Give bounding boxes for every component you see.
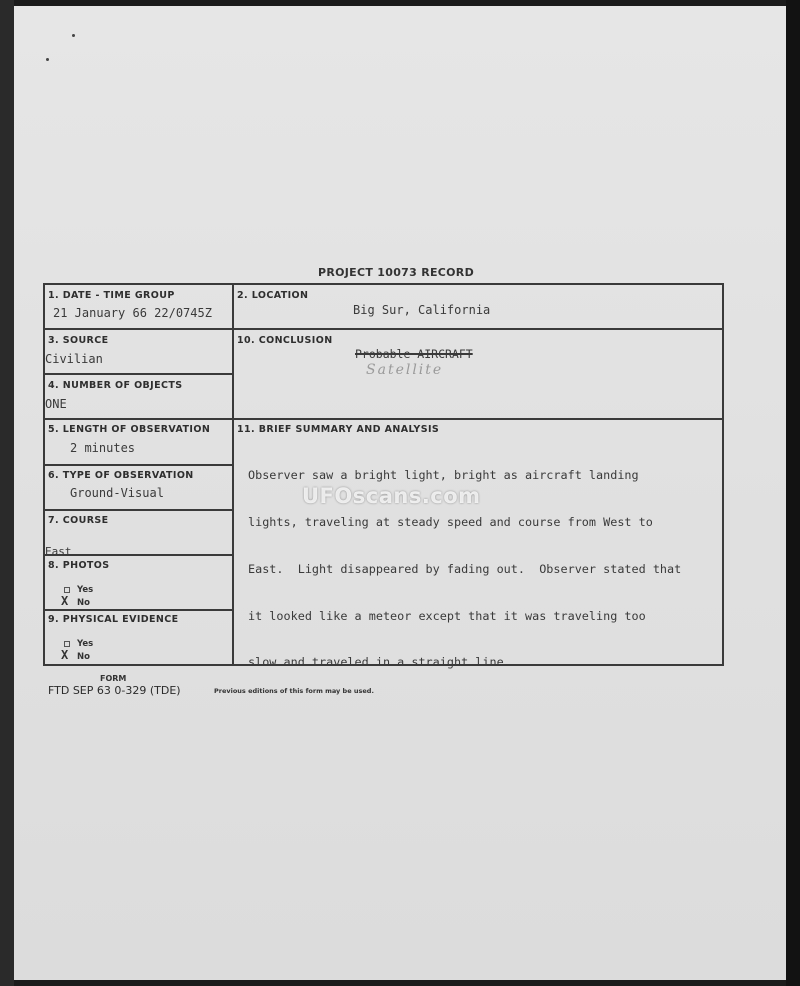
photos-yes-checkbox[interactable] [64, 587, 70, 593]
row-divider [44, 328, 723, 330]
physical-evidence-no-checkmark-icon[interactable]: X [61, 648, 69, 662]
form-title: PROJECT 10073 RECORD [318, 266, 475, 279]
summary-line: lights, traveling at steady speed and course from West to [248, 514, 653, 529]
photos-label: 8. PHOTOS [48, 560, 110, 571]
physical-evidence-yes-label: Yes [77, 639, 94, 649]
form-word: FORM [100, 674, 127, 683]
conclusion-handwritten-value: Satellite [366, 362, 444, 378]
source-value: Civilian [45, 352, 103, 366]
conclusion-struck-value: Probable AIRCRAFT [355, 347, 473, 361]
row-divider [44, 609, 232, 611]
course-value: East [45, 545, 72, 558]
scan-right-edge [786, 0, 800, 986]
photos-no-label: No [77, 598, 90, 608]
summary-label: 11. BRIEF SUMMARY AND ANALYSIS [237, 424, 440, 435]
number-of-objects-label: 4. NUMBER OF OBJECTS [48, 380, 183, 391]
location-value: Big Sur, California [353, 303, 491, 317]
number-of-objects-value: ONE [45, 397, 67, 411]
source-label: 3. SOURCE [48, 335, 109, 346]
summary-text [248, 437, 718, 687]
photos-no-checkmark-icon[interactable]: X [61, 594, 69, 608]
row-divider [44, 509, 232, 511]
location-label: 2. LOCATION [237, 290, 309, 301]
date-time-group-value: 21 January 66 22/0745Z [53, 306, 212, 320]
length-of-observation-value: 2 minutes [70, 441, 136, 455]
row-divider [44, 373, 232, 375]
photos-yes-label: Yes [77, 585, 94, 595]
form-note: Previous editions of this form may be used. [214, 687, 374, 695]
summary-line: slow and traveled in a straight line. [248, 655, 511, 670]
physical-evidence-label: 9. PHYSICAL EVIDENCE [48, 614, 179, 625]
physical-evidence-no-label: No [77, 652, 90, 662]
summary-line: Observer saw a bright light, bright as aircraft landing [248, 468, 639, 483]
type-of-observation-label: 6. TYPE OF OBSERVATION [48, 470, 194, 481]
summary-line: it looked like a meteor except that it was traveling too [248, 608, 646, 623]
row-divider [44, 418, 723, 420]
column-divider [232, 284, 234, 665]
scan-speck [46, 58, 49, 61]
date-time-group-label: 1. DATE - TIME GROUP [48, 290, 175, 301]
scan-speck [72, 34, 75, 37]
form-id: FTD SEP 63 0-329 (TDE) [48, 684, 181, 697]
summary-line: East. Light disappeared by fading out. Observer stated that [248, 561, 682, 576]
row-divider [44, 554, 232, 556]
length-of-observation-label: 5. LENGTH OF OBSERVATION [48, 424, 211, 435]
type-of-observation-value: Ground-Visual [70, 486, 164, 500]
conclusion-label: 10. CONCLUSION [237, 335, 333, 346]
course-label: 7. COURSE [48, 515, 109, 526]
watermark: UFOscans.com [302, 484, 481, 508]
scan-left-edge [0, 0, 14, 986]
row-divider [44, 464, 232, 466]
physical-evidence-yes-checkbox[interactable] [64, 641, 70, 647]
